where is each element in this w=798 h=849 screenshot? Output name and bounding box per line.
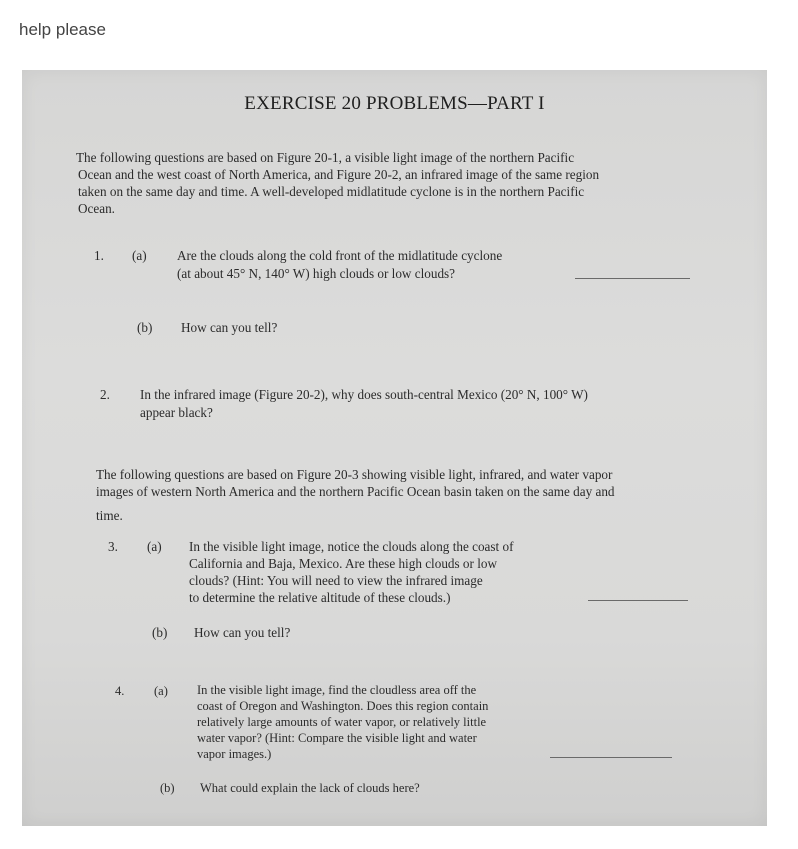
exercise-title: EXERCISE 20 PROBLEMS—PART I	[244, 93, 545, 114]
intro-line: The following questions are based on Figure 20-1, a visible light image of the northern Pacific	[76, 150, 575, 165]
question-4a-line: coast of Oregon and Washington. Does this region contain	[197, 699, 489, 713]
question-3a-label: (a)	[147, 539, 162, 554]
question-4a-line: water vapor? (Hint: Compare the visible light and water	[197, 731, 477, 745]
question-4a-label: (a)	[154, 684, 168, 698]
section-2-line: The following questions are based on Figure 20-3 showing visible light, infrared, and water vapor	[96, 467, 613, 482]
question-3b-text: How can you tell?	[194, 625, 291, 640]
question-3a-line: clouds? (Hint: You will need to view the infrared image	[189, 573, 483, 588]
intro-line: Ocean.	[78, 201, 115, 216]
question-2-line: In the infrared image (Figure 20-2), why does south-central Mexico (20° N, 100° W)	[140, 387, 588, 402]
question-2-line: appear black?	[140, 405, 213, 420]
post-caption: help please	[19, 20, 106, 39]
question-3-number: 3.	[108, 539, 118, 554]
question-3a-line: In the visible light image, notice the clouds along the coast of	[189, 539, 514, 554]
question-1a-line: (at about 45° N, 140° W) high clouds or low clouds?	[177, 266, 456, 281]
question-3a-line: California and Baja, Mexico. Are these high clouds or low	[189, 556, 497, 571]
intro-line: taken on the same day and time. A well-developed midlatitude cyclone is in the northern Pacific	[78, 184, 585, 199]
question-1a-label: (a)	[132, 248, 147, 263]
worksheet-photo	[22, 70, 767, 826]
question-4a-line: In the visible light image, find the cloudless area off the	[197, 683, 477, 697]
question-4a-line: vapor images.)	[197, 747, 272, 761]
question-4-number: 4.	[115, 684, 125, 698]
question-3a-line: to determine the relative altitude of these clouds.)	[189, 590, 451, 605]
question-4b-label: (b)	[160, 781, 175, 795]
answer-blank-3a[interactable]	[588, 600, 688, 601]
question-1-number: 1.	[94, 248, 104, 263]
question-3b-label: (b)	[152, 625, 168, 640]
question-1b-text: How can you tell?	[181, 320, 278, 335]
answer-blank-4a[interactable]	[550, 757, 672, 758]
question-1b-label: (b)	[137, 320, 153, 335]
question-4b-text: What could explain the lack of clouds here?	[200, 781, 420, 795]
question-1a-line: Are the clouds along the cold front of the midlatitude cyclone	[177, 248, 503, 263]
answer-blank-1a[interactable]	[575, 278, 690, 279]
section-2-line: images of western North America and the northern Pacific Ocean basin taken on the same day and	[96, 484, 615, 499]
section-2-line: time.	[96, 508, 123, 523]
intro-line: Ocean and the west coast of North America, and Figure 20-2, an infrared image of the same region	[78, 167, 600, 182]
question-2-number: 2.	[100, 387, 110, 402]
question-4a-line: relatively large amounts of water vapor, or relatively little	[197, 715, 487, 729]
